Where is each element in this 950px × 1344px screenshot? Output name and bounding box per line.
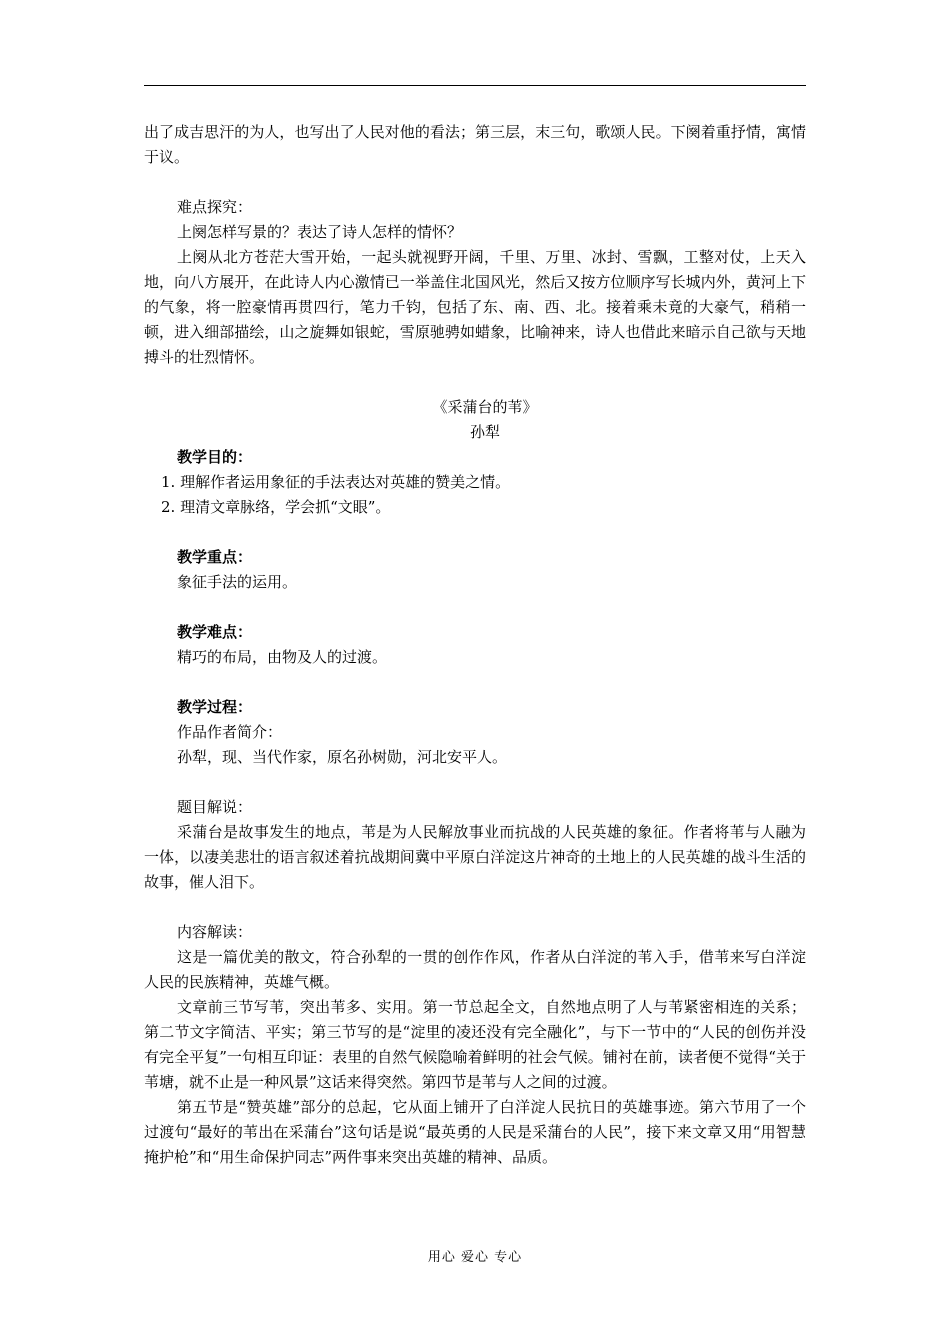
author-intro-text: 孙犁，现、当代作家，原名孙树勋，河北安平人。 bbox=[177, 748, 508, 766]
content-heading: 内容解读： bbox=[177, 923, 253, 941]
goal-item-1: 1. 理解作者运用象征的手法表达对英雄的赞美之情。 bbox=[161, 473, 511, 491]
intro-paragraph: 出了成吉思汗的为人，也写出了人民对他的看法；第三层，末三句，歌颂人民。下阕着重抒情，寓情于议。 bbox=[144, 123, 806, 166]
lesson-author: 孙犁 bbox=[469, 423, 500, 441]
focus-text: 象征手法的运用。 bbox=[177, 573, 298, 591]
content-paragraph-3: 第五节是“赞英雄”部分的总起，它从面上铺开了白洋淀人民抗日的英雄事迹。第六节用了一个过渡句“最好的苇出在采蒲台”这句话是说“最英勇的人民是采蒲台的人民”，接下来文章又用“用智慧掩护枪”和“用生命保护同志”两件事来突出英雄的精神、品质。 bbox=[144, 1098, 806, 1166]
lesson-title: 《采蒲台的苇》 bbox=[432, 398, 538, 416]
header-rule bbox=[144, 85, 806, 86]
difficulty-question: 上阕怎样写景的？表达了诗人怎样的情怀？ bbox=[177, 223, 463, 241]
title-heading: 题目解说： bbox=[177, 798, 253, 816]
content-paragraph-2: 文章前三节写苇，突出苇多、实用。第一节总起全文，自然地点明了人与苇紧密相连的关系；第二节文字简洁、平实；第三节写的是“淀里的凌还没有完全融化”，与下一节中的“人民的创伤并没有完全平复”一句相互印证：表里的自然气候隐喻着鲜明的社会气候。铺衬在前，读者便不觉得“关于苇塘，就不止是一种风景”这话来得突然。第四节是苇与人之间的过渡。 bbox=[144, 998, 806, 1091]
focus-heading: 教学重点： bbox=[177, 548, 253, 566]
difficulty-answer: 上阕从北方苍茫大雪开始，一起头就视野开阔，千里、万里、冰封、雪飘，工整对仗，上天入地，向八方展开，在此诗人内心激情已一举盖住北国风光，然后又按方位顺序写长城内外，黄河上下的气象，将一腔豪情再贯四行，笔力千钧，包括了东、南、西、北。接着乘未竟的大豪气，稍稍一顿，进入细部描绘，山之旋舞如银蛇，雪原驰骋如蜡象，比喻神来，诗人也借此来暗示自己欲与天地搏斗的壮烈情怀。 bbox=[144, 248, 806, 366]
goals-heading: 教学目的： bbox=[177, 448, 253, 466]
goal-item-2: 2. 理清文章脉络，学会抓“文眼”。 bbox=[161, 498, 391, 516]
hard-text: 精巧的布局，由物及人的过渡。 bbox=[177, 648, 388, 666]
title-text: 采蒲台是故事发生的地点，苇是为人民解放事业而抗战的人民英雄的象征。作者将苇与人融为一体，以凄美悲壮的语言叙述着抗战期间冀中平原白洋淀这片神奇的土地上的人民英雄的战斗生活的故事，催人泪下。 bbox=[144, 823, 806, 891]
document-body bbox=[144, 120, 806, 1170]
author-intro-heading: 作品作者简介： bbox=[177, 723, 283, 741]
page-footer: 用心 爱心 专心 bbox=[427, 1250, 523, 1265]
hard-heading: 教学难点： bbox=[177, 623, 253, 641]
process-heading: 教学过程： bbox=[177, 698, 253, 716]
content-paragraph-1: 这是一篇优美的散文，符合孙犁的一贯的创作作风，作者从白洋淀的苇入手，借苇来写白洋淀人民的民族精神，英雄气概。 bbox=[144, 948, 806, 991]
difficulty-heading: 难点探究： bbox=[177, 198, 253, 216]
